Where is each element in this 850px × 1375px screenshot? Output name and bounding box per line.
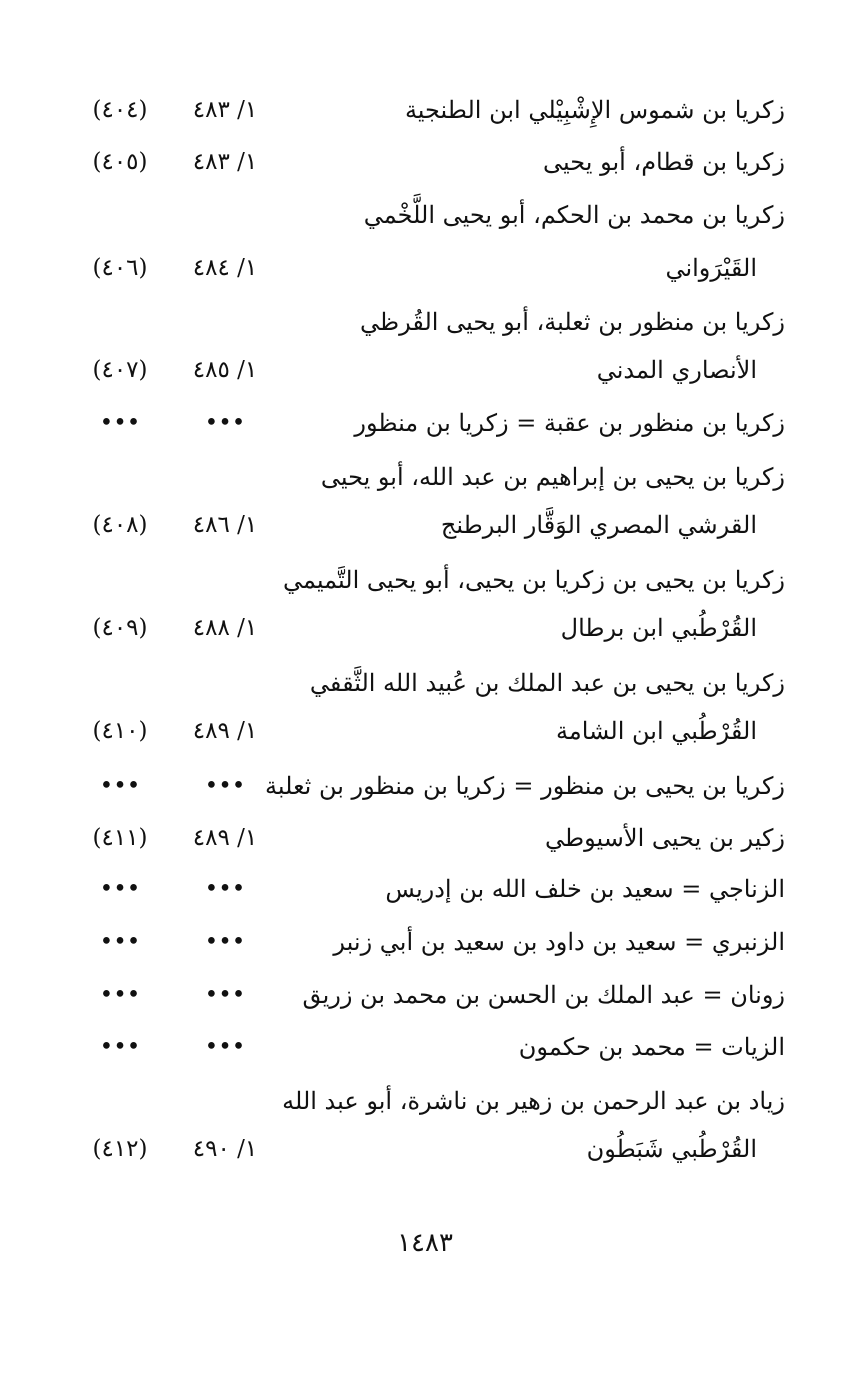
index-entry [0, 85, 850, 135]
volume-page-reference: ••• [204, 929, 246, 955]
index-entry [0, 970, 850, 1020]
entry-number: ••• [99, 929, 141, 955]
index-entry-continuation [0, 706, 850, 756]
index-entry [0, 297, 850, 347]
entry-name: زكريا بن يحيى بن عبد الملك بن عُبيد الله الثَّقفي [309, 669, 785, 697]
index-entry [0, 813, 850, 863]
entry-name: الزيات = محمد بن حكمون [518, 1033, 785, 1061]
volume-page-reference: ••• [204, 1034, 246, 1060]
entry-number: (٤٠٥) [92, 149, 148, 175]
index-entry [0, 190, 850, 240]
entry-name: زكريا بن منظور بن عقبة = زكريا بن منظور [354, 409, 785, 437]
volume-page-reference: ١/ ٤٨٥ [192, 357, 258, 383]
index-entry [0, 917, 850, 967]
volume-page-reference: ١/ ٤٨٣ [192, 149, 258, 175]
index-entry-continuation [0, 500, 850, 550]
entry-name: الزناجي = سعيد بن خلف الله بن إدريس [385, 875, 785, 903]
volume-page-reference: ••• [204, 982, 246, 1008]
entry-number: ••• [99, 410, 141, 436]
entry-number: (٤٠٨) [92, 512, 148, 538]
entry-number: (٤١٠) [92, 718, 148, 744]
index-entry [0, 137, 850, 187]
index-entry-continuation [0, 1124, 850, 1174]
volume-page-reference: ••• [204, 773, 246, 799]
entry-number: (٤٠٤) [92, 97, 148, 123]
entry-number: ••• [99, 982, 141, 1008]
entry-number: ••• [99, 773, 141, 799]
entry-number: ••• [99, 876, 141, 902]
entry-name: القُرْطُبي شَبَطُون [586, 1135, 757, 1163]
volume-page-reference: ١/ ٤٨٩ [192, 825, 258, 851]
entry-name: زكريا بن يحيى بن زكريا بن يحيى، أبو يحيى التَّميمي [283, 566, 785, 594]
entry-number: (٤١٢) [92, 1136, 148, 1162]
index-entry [0, 555, 850, 605]
index-entry [0, 452, 850, 502]
index-entry [0, 1022, 850, 1072]
entry-name: الزنبري = سعيد بن داود بن سعيد بن أبي زنبر [333, 928, 785, 956]
entry-name: الأنصاري المدني [596, 356, 757, 384]
index-entry [0, 864, 850, 914]
volume-page-reference: ••• [204, 876, 246, 902]
entry-name: القُرْطُبي ابن برطال [560, 614, 757, 642]
volume-page-reference: ••• [204, 410, 246, 436]
entry-name: زكريا بن يحيى بن منظور = زكريا بن منظور بن ثعلبة [265, 772, 785, 800]
index-entry-continuation [0, 345, 850, 395]
entry-name: زونان = عبد الملك بن الحسن بن محمد بن زريق [302, 981, 785, 1009]
index-entry [0, 658, 850, 708]
index-entry-continuation [0, 603, 850, 653]
entry-name: زكريا بن محمد بن الحكم، أبو يحيى اللَّخْمي [363, 201, 785, 229]
volume-page-reference: ١/ ٤٨٦ [192, 512, 258, 538]
entry-name: زكريا بن شموس الإِشْبِيْلي ابن الطنجية [404, 96, 785, 124]
volume-page-reference: ١/ ٤٨٩ [192, 718, 258, 744]
entry-name: القُرْطُبي ابن الشامة [555, 717, 757, 745]
entry-name: زكريا بن منظور بن ثعلبة، أبو يحيى القُرظي [359, 308, 785, 336]
entry-name: زياد بن عبد الرحمن بن زهير بن ناشرة، أبو عبد الله [282, 1087, 785, 1115]
entry-number: (٤١١) [92, 825, 148, 851]
volume-page-reference: ١/ ٤٨٨ [192, 615, 258, 641]
entry-name: زكير بن يحيى الأسيوطي [545, 824, 785, 852]
volume-page-reference: ١/ ٤٨٣ [192, 97, 258, 123]
entry-number: (٤٠٧) [92, 357, 148, 383]
index-entry [0, 398, 850, 448]
volume-page-reference: ١/ ٤٨٤ [192, 255, 258, 281]
entry-number: (٤٠٦) [92, 255, 148, 281]
entry-name: زكريا بن قطام، أبو يحيى [543, 148, 785, 176]
entry-number: ••• [99, 1034, 141, 1060]
volume-page-reference: ١/ ٤٩٠ [192, 1136, 258, 1162]
index-entry-continuation [0, 243, 850, 293]
entry-name: زكريا بن يحيى بن إبراهيم بن عبد الله، أبو يحيى [320, 463, 785, 491]
entry-number: (٤٠٩) [92, 615, 148, 641]
index-entry [0, 761, 850, 811]
index-entry [0, 1076, 850, 1126]
page-number: ١٤٨٣ [397, 1228, 453, 1258]
entry-name: القَيْرَواني [665, 254, 757, 282]
entry-name: القرشي المصري الوَقَّار البرطنج [440, 511, 757, 539]
